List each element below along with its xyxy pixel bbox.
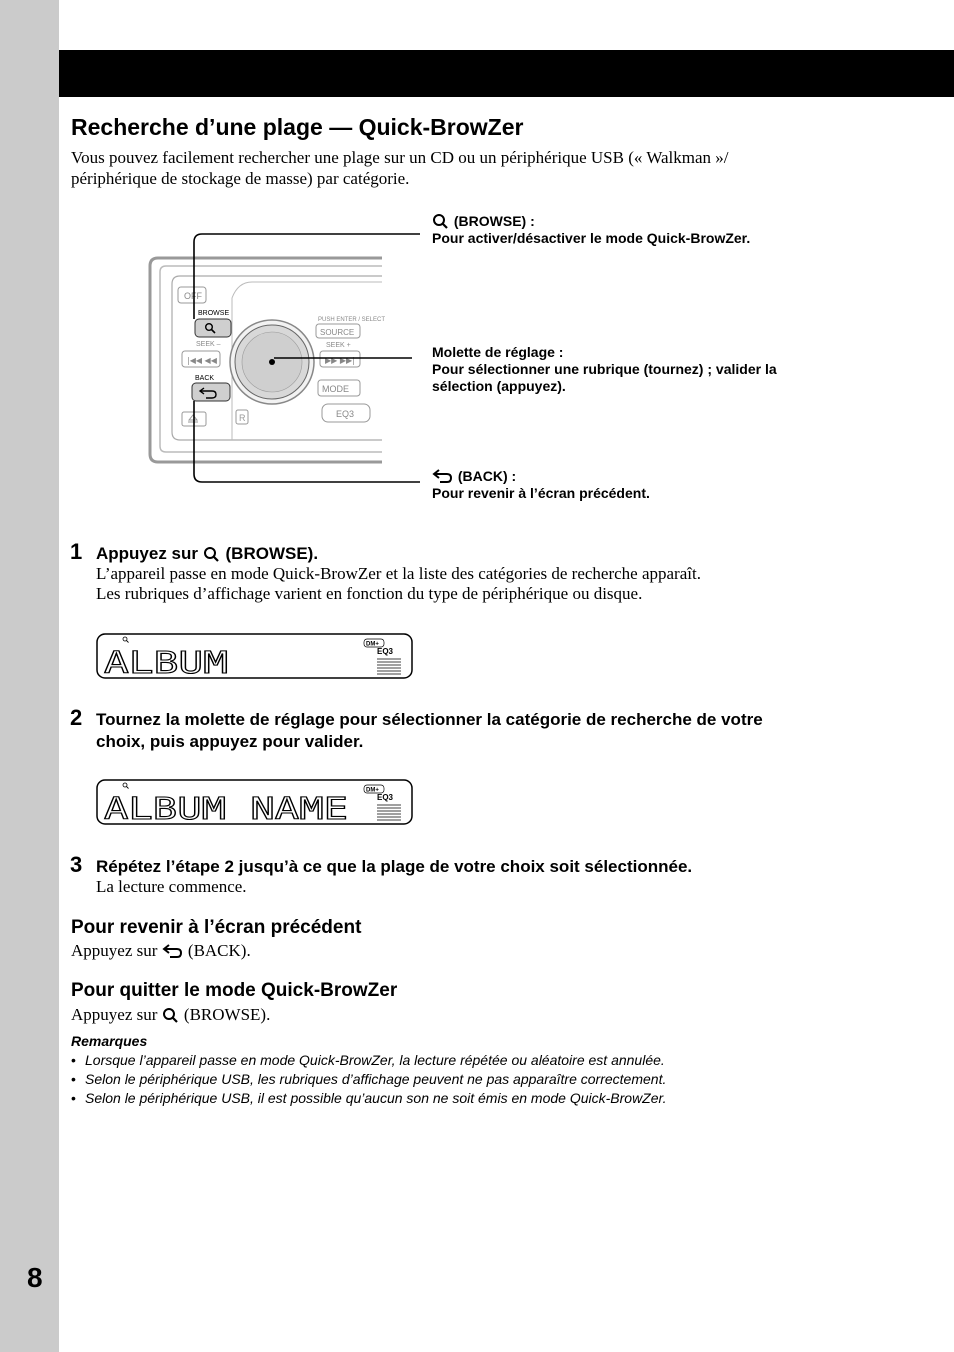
lcd-display-album-name	[96, 779, 413, 825]
callout-back	[432, 468, 650, 502]
reset-icon: R	[239, 413, 246, 423]
search-icon	[162, 1007, 180, 1023]
intro-line-2: périphérique de stockage de masse) par catégorie.	[71, 169, 410, 188]
lcd-text: ALBUM	[104, 646, 228, 679]
back-section-pre: Appuyez sur	[71, 941, 158, 960]
callout-dial-desc-1: Pour sélectionner une rubrique (tournez) ; valider la	[432, 361, 777, 377]
step-1-title	[96, 543, 318, 565]
lcd-text: ALBUM NAME	[104, 792, 348, 825]
step-1-body	[96, 564, 701, 604]
back-label: BACK	[195, 375, 215, 382]
callout-dial	[432, 344, 777, 395]
seek-plus-label: SEEK +	[326, 342, 351, 349]
callout-browse-title: (BROWSE) :	[453, 213, 535, 229]
step-1-title-post: (BROWSE).	[225, 544, 319, 563]
callout-browse-desc: Pour activer/désactiver le mode Quick-BrowZer.	[432, 230, 751, 246]
section-title: Recherche d’une plage — Quick-BrowZer	[71, 114, 524, 140]
step-1-body-line-2: Les rubriques d’affichage varient en fonction du type de périphérique ou disque.	[96, 584, 643, 603]
note-item: • Lorsque l’appareil passe en mode Quick-BrowZer, la lecture répétée ou aléatoire est annulée.	[71, 1051, 667, 1070]
quit-section-text	[71, 1005, 270, 1025]
eq3-label: EQ3	[336, 409, 355, 419]
browse-label: BROWSE	[198, 310, 230, 317]
back-leader-line	[194, 401, 420, 482]
callout-back-title: (BACK) :	[457, 468, 517, 484]
lcd-dm-indicator: DM+	[366, 641, 379, 648]
lcd-eq-indicator: EQ3	[377, 647, 394, 656]
lcd-display-album	[96, 633, 413, 679]
note-item: • Selon le périphérique USB, il est possible qu’aucun son ne soit émis en mode Quick-BrowZer.	[71, 1089, 667, 1108]
callout-back-desc: Pour revenir à l’écran précédent.	[432, 485, 650, 501]
browse-button[interactable]	[195, 319, 231, 337]
callout-dial-title: Molette de réglage :	[432, 344, 564, 360]
callout-dial-desc-2: sélection (appuyez).	[432, 378, 566, 394]
source-label: SOURCE	[320, 328, 355, 337]
off-label: OFF	[184, 291, 202, 301]
step-2-title	[96, 709, 763, 753]
intro-line-1: Vous pouvez facilement rechercher une plage sur un CD ou un périphérique USB (« Walkman »/	[71, 148, 729, 167]
next-glyph: ▶▶ ▶▶|	[325, 356, 355, 365]
page-margin-band	[0, 0, 59, 1352]
back-section-title: Pour revenir à l’écran précédent	[71, 917, 362, 938]
back-section-text	[71, 941, 251, 961]
note-item: • Selon le périphérique USB, les rubriques d’affichage peuvent ne pas apparaître correctement.	[71, 1070, 667, 1089]
step-1-number: 1	[70, 539, 83, 564]
header-bar	[59, 50, 954, 97]
mode-label: MODE	[322, 384, 349, 394]
step-1-body-line-1: L’appareil passe en mode Quick-BrowZer et la liste des catégories de recherche apparaît.	[96, 564, 701, 583]
device-illustration	[140, 220, 430, 492]
step-2-title-line-1: Tournez la molette de réglage pour sélectionner la catégorie de recherche de votre	[96, 710, 763, 729]
quit-section-title: Pour quitter le mode Quick-BrowZer	[71, 980, 398, 1001]
back-arrow-icon	[432, 468, 454, 484]
callout-browse	[432, 213, 750, 247]
back-arrow-icon	[162, 943, 184, 959]
seek-minus-label: SEEK –	[196, 341, 221, 348]
step-2-title-line-2: choix, puis appuyez pour valider.	[96, 732, 364, 751]
back-section-post: (BACK).	[187, 941, 251, 960]
prev-glyph: |◀◀ ◀◀	[187, 356, 217, 365]
step-1-title-pre: Appuyez sur	[96, 544, 199, 563]
search-icon	[203, 546, 221, 562]
lcd-dm-indicator: DM+	[366, 787, 379, 794]
intro-paragraph	[71, 147, 891, 189]
quit-section-pre: Appuyez sur	[71, 1005, 158, 1024]
lcd-eq-indicator: EQ3	[377, 793, 394, 802]
notes-list	[71, 1051, 667, 1108]
step-3-body: La lecture commence.	[96, 877, 247, 896]
step-2-number: 2	[70, 705, 83, 730]
page-number: 8	[27, 1262, 43, 1293]
quit-section-post: (BROWSE).	[183, 1005, 271, 1024]
step-3-title: Répétez l’étape 2 jusqu’à ce que la plage de votre choix soit sélectionnée.	[96, 857, 693, 876]
step-3-number: 3	[70, 852, 83, 877]
push-enter-label: PUSH ENTER / SELECT	[318, 317, 386, 323]
search-icon	[432, 213, 450, 229]
notes-title: Remarques	[71, 1033, 148, 1049]
